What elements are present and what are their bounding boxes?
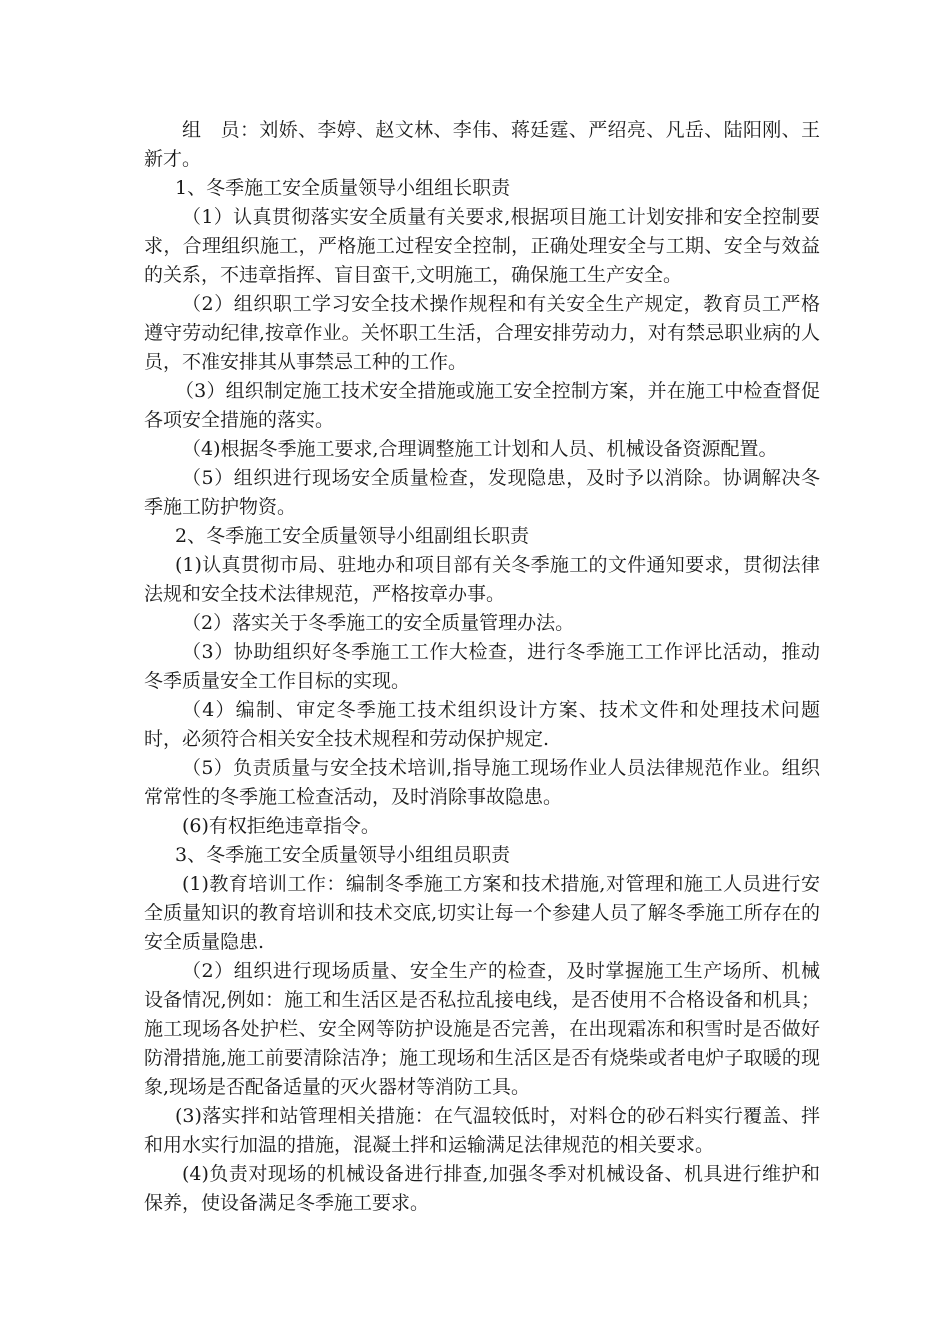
deputy-duty-3: （3）协助组织好冬季施工工作大检查，进行冬季施工工作评比活动，推动冬季质量安全工作目标的实现。 (144, 641, 820, 692)
document-body (144, 116, 820, 1218)
member-duty-2: （2）组织进行现场质量、安全生产的检查，及时掌握施工生产场所、机械设备情况,例如：施工和生活区是否私拉乱接电线，是否使用不合格设备和机具；施工现场各处护栏、安全网等防护设施是否完善，在出现霜冻和积雪时是否做好防滑措施,施工前要清除洁净；施工现场和生活区是否有烧柴或者电炉子取暖的现象,现场是否配备适量的灭火器材等消防工具。 (144, 960, 820, 1098)
leader-duty-2: （2）组织职工学习安全技术操作规程和有关安全生产规定，教育员工严格遵守劳动纪律,按章作业。关怀职工生活，合理安排劳动力，对有禁忌职业病的人员，不准安排其从事禁忌工种的工作。 (144, 293, 820, 373)
leader-duty-4: （4)根据冬季施工要求,合理调整施工计划和人员、机械设备资源配置。 (182, 438, 778, 460)
member-duty-4: (4)负责对现场的机械设备进行排查,加强冬季对机械设备、机具进行维护和保养，使设备满足冬季施工要求。 (144, 1163, 820, 1214)
section-heading-members: 3、冬季施工安全质量领导小组组员职责 (175, 844, 511, 866)
member-duty-1: (1)教育培训工作：编制冬季施工方案和技术措施,对管理和施工人员进行安全质量知识的教育培训和技术交底,切实让每一个参建人员了解冬季施工所存在的安全质量隐患. (144, 873, 820, 953)
section-heading-deputy: 2、冬季施工安全质量领导小组副组长职责 (175, 525, 530, 547)
leader-duty-5: （5）组织进行现场安全质量检查，发现隐患，及时予以消除。协调解决冬季施工防护物资。 (144, 467, 820, 518)
section-heading-leader: 1、冬季施工安全质量领导小组组长职责 (175, 177, 511, 199)
members-paragraph: 组 员：刘娇、李婷、赵文林、李伟、蒋廷霆、严绍亮、凡岳、陆阳刚、王新才。 (144, 119, 820, 170)
deputy-duty-2: （2）落实关于冬季施工的安全质量管理办法。 (182, 612, 575, 634)
deputy-duty-6: (6)有权拒绝违章指令。 (182, 815, 380, 837)
member-duty-3: (3)落实拌和站管理相关措施：在气温较低时，对料仓的砂石料实行覆盖、拌和用水实行加温的措施，混凝土拌和运输满足法律规范的相关要求。 (144, 1105, 820, 1156)
deputy-duty-1: (1)认真贯彻市局、驻地办和项目部有关冬季施工的文件通知要求，贯彻法律法规和安全技术法律规范，严格按章办事。 (144, 554, 820, 605)
leader-duty-3: （3）组织制定施工技术安全措施或施工安全控制方案，并在施工中检查督促各项安全措施的落实。 (144, 380, 820, 431)
leader-duty-1: （1）认真贯彻落实安全质量有关要求,根据项目施工计划安排和安全控制要求，合理组织施工，严格施工过程安全控制，正确处理安全与工期、安全与效益的关系，不违章指挥、盲目蛮干,文明施工，确保施工生产安全。 (144, 206, 820, 286)
deputy-duty-5: （5）负责质量与安全技术培训,指导施工现场作业人员法律规范作业。组织常常性的冬季施工检查活动，及时消除事故隐患。 (144, 757, 820, 808)
deputy-duty-4: （4）编制、审定冬季施工技术组织设计方案、技术文件和处理技术问题时，必须符合相关安全技术规程和劳动保护规定. (144, 699, 820, 750)
